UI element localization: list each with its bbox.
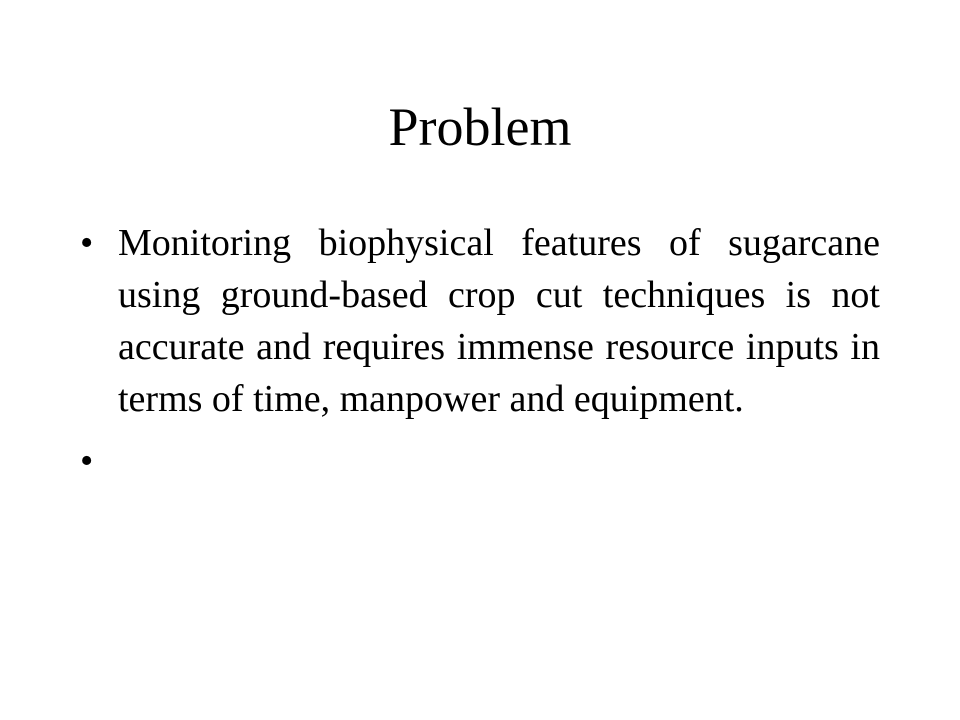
slide-title: Problem — [388, 97, 572, 157]
bullet-dot-icon: • — [80, 222, 94, 264]
bullet-item — [80, 435, 880, 487]
bullet-list — [80, 217, 880, 497]
bullet-text: Monitoring biophysical features of sugarcane using ground-based crop cut techniques is not accurate and requires immense resource inputs in terms of time, manpower and equipment. — [118, 222, 880, 420]
bullet-item — [80, 217, 880, 425]
bullet-dot-icon: • — [80, 440, 94, 482]
bullet-text-empty — [118, 435, 880, 487]
